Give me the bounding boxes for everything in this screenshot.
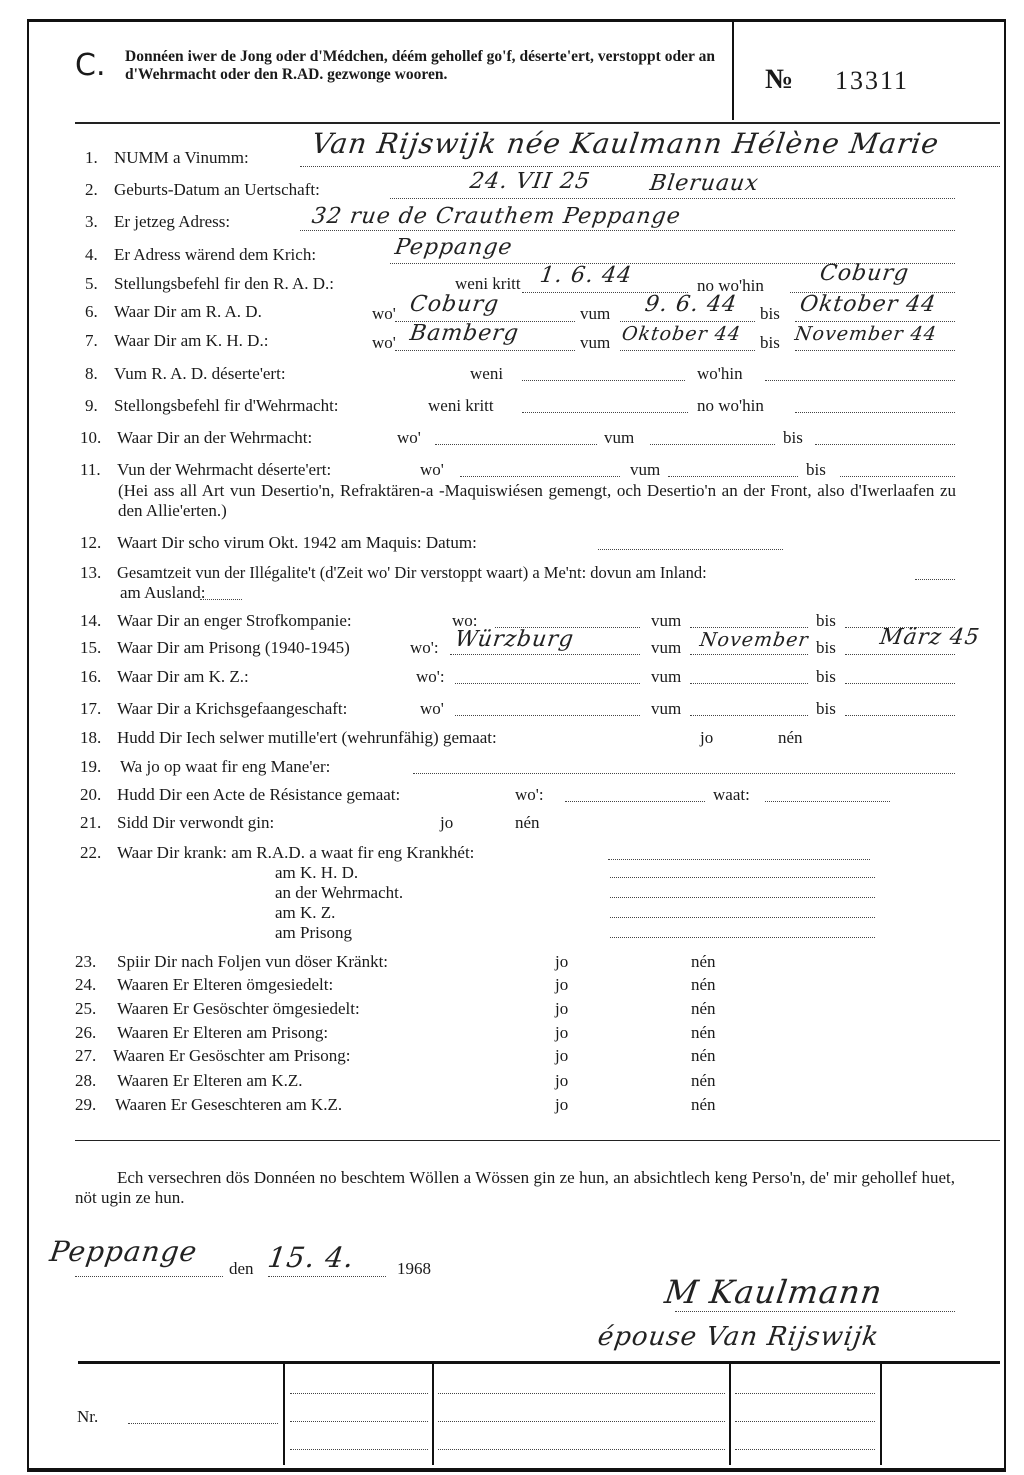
dotted-line — [795, 412, 955, 413]
field-label-punishment-company: Waar Dir an enger Strofkompanie: — [117, 611, 352, 630]
field-label-khd: Waar Dir am K. H. D.: — [114, 331, 269, 350]
name-value[interactable]: Van Rijswijk née Kaulmann Hélène Marie — [309, 127, 942, 160]
dotted-line — [650, 444, 775, 445]
field-label-parents-resettled: Waaren Er Elteren ömgesiedelt: — [117, 975, 334, 994]
field-label-sick: Waar Dir krank: am R.A.D. a waat fir eng Krankhét: — [117, 843, 475, 862]
rad-order-date[interactable]: 1. 6. 44 — [538, 263, 634, 288]
field-number: 13. — [80, 563, 102, 582]
dotted-line — [460, 476, 620, 477]
field-label-parents-prison: Waaren Er Elteren am Prisong: — [117, 1023, 329, 1042]
field-number: 26. — [75, 1023, 97, 1042]
prison-from[interactable]: November — [698, 629, 811, 651]
where-label: wo: — [452, 611, 478, 630]
option-yes[interactable]: jo — [700, 728, 714, 747]
dotted-line — [795, 350, 955, 351]
dotted-line — [668, 476, 798, 477]
sick-sub-label: an der Wehrmacht. — [275, 883, 404, 902]
field-number: 8. — [85, 364, 98, 383]
signing-year: 1968 — [397, 1259, 431, 1278]
header-divider — [732, 20, 734, 120]
dotted-line — [522, 412, 688, 413]
rad-order-place[interactable]: Coburg — [818, 261, 911, 286]
field-label-resistance: Hudd Dir een Acte de Résistance gemaat: — [117, 785, 401, 804]
section-letter: C. — [75, 48, 106, 83]
field-label-maquis: Waart Dir scho virum Okt. 1942 am Maquis: Datum: — [117, 533, 477, 552]
field-number: 5. — [85, 274, 98, 293]
dotted-line — [450, 654, 640, 655]
field-number: 14. — [80, 611, 102, 630]
field-number: 2. — [85, 180, 98, 199]
nr-label: Nr. — [77, 1407, 99, 1426]
field-label-war-address: Er Adress wärend dem Krich: — [114, 245, 317, 264]
option-no[interactable]: nén — [691, 952, 716, 971]
when-label: weni kritt — [455, 274, 521, 293]
field-label-rad-order: Stellungsbefehl fir den R. A. D.: — [114, 274, 335, 293]
option-yes[interactable]: jo — [440, 813, 454, 832]
what-label: waat: — [713, 785, 750, 804]
khd-place[interactable]: Bamberg — [408, 321, 521, 346]
from-label: vum — [651, 638, 682, 657]
field-label-self-mutilation: Hudd Dir Iech selwer mutille'ert (wehrunfähig) gemaat: — [117, 728, 497, 747]
where-label: wo' — [372, 304, 396, 323]
dotted-line — [413, 773, 955, 774]
field-label-siblings-kz: Waaren Er Geseschteren am K.Z. — [115, 1095, 343, 1114]
table-divider — [880, 1363, 882, 1465]
dotted-line — [610, 877, 875, 878]
where-label: wo' — [397, 428, 421, 447]
dotted-line — [438, 1393, 725, 1394]
option-no[interactable]: nén — [778, 728, 803, 747]
field-number: 16. — [80, 667, 102, 686]
dotted-line — [620, 350, 755, 351]
dotted-line — [75, 1276, 223, 1277]
sick-sub-label: am Prisong — [275, 923, 352, 942]
option-no[interactable]: nén — [691, 1095, 716, 1114]
option-yes[interactable]: jo — [555, 999, 569, 1018]
field-label-after-effects: Spiir Dir nach Foljen vun döser Kränkt: — [117, 952, 389, 971]
to-label: bis — [816, 667, 836, 686]
dotted-line — [845, 654, 955, 655]
to-label: bis — [783, 428, 803, 447]
option-yes[interactable]: jo — [555, 1023, 569, 1042]
dotted-line — [610, 937, 875, 938]
rad-from[interactable]: 9. 6. 44 — [643, 292, 739, 317]
desertion-note: (Hei ass all Art vun Desertio'n, Refraktären-a -Maquiswiésen gemengt, och Desertio'n an der Front, also d'Iwerlaafen zu den Allie'erten.) — [118, 481, 956, 520]
field-label-rad-deserted: Vum R. A. D. déserte'ert: — [114, 364, 286, 383]
field-label-wounded: Sidd Dir verwondt gin: — [117, 813, 275, 832]
dotted-line — [438, 1421, 725, 1422]
dotted-line — [845, 715, 955, 716]
rad-to[interactable]: Oktober 44 — [798, 292, 938, 317]
to-label: bis — [760, 333, 780, 352]
option-no[interactable]: nén — [691, 975, 716, 994]
signature: M Kaulmann — [662, 1273, 886, 1311]
where-label: wo': — [515, 785, 544, 804]
field-number: 10. — [80, 428, 102, 447]
dotted-line — [610, 917, 875, 918]
dotted-line — [690, 715, 808, 716]
field-label-wehrmacht-deserted: Vun der Wehrmacht déserte'ert: — [117, 460, 332, 479]
option-no[interactable]: nén — [691, 1023, 716, 1042]
field-label-name: NUMM a Vinumm: — [114, 148, 249, 167]
field-label-rad: Waar Dir am R. A. D. — [114, 302, 262, 321]
dotted-line — [735, 1393, 875, 1394]
dotted-line — [435, 444, 597, 445]
field-number: 21. — [80, 813, 102, 832]
declaration-text: Ech versechren dös Donnéen no beschtem Wöllen a Wössen gin ze hun, an absichtlech keng Perso'n, de' mir gehollef huet, nöt ugin ze hun. — [75, 1168, 955, 1207]
dotted-line — [290, 1393, 428, 1394]
from-label: vum — [604, 428, 635, 447]
sick-sub-label: am K. Z. — [275, 903, 336, 922]
field-number: 17. — [80, 699, 102, 718]
field-label-kz: Waar Dir am K. Z.: — [117, 667, 249, 686]
dotted-line — [300, 166, 1000, 167]
where-label: wo': — [416, 667, 445, 686]
option-no[interactable]: nén — [691, 1071, 716, 1090]
dotted-line — [690, 683, 808, 684]
dotted-line — [455, 683, 640, 684]
birth-date-value[interactable]: 24. VII 25 — [468, 169, 593, 194]
abroad-label: am Ausland: — [120, 583, 206, 602]
signature-line2: épouse Van Rijswijk — [595, 1322, 882, 1352]
to-label: bis — [760, 304, 780, 323]
where-label: wo' — [420, 699, 444, 718]
table-divider — [432, 1363, 434, 1465]
dotted-line — [690, 654, 808, 655]
dotted-line — [610, 897, 875, 898]
section-rule — [75, 1140, 1000, 1141]
where-label: no wo'hin — [697, 396, 764, 415]
from-label: vum — [651, 699, 682, 718]
where-label: wo' — [420, 460, 444, 479]
dotted-line — [390, 198, 955, 199]
dotted-line — [815, 444, 955, 445]
dotted-line — [455, 715, 640, 716]
dotted-line — [765, 801, 890, 802]
option-no[interactable]: nén — [691, 999, 716, 1018]
table-divider — [283, 1363, 285, 1465]
option-yes[interactable]: jo — [555, 1071, 569, 1090]
where-label: no wo'hin — [697, 276, 764, 295]
signing-place[interactable]: Peppange — [47, 1235, 200, 1268]
field-number: 25. — [75, 999, 97, 1018]
from-label: vum — [651, 667, 682, 686]
dotted-line — [290, 1449, 428, 1450]
dotted-line — [915, 579, 955, 580]
when-label: weni — [470, 364, 504, 383]
war-address-value[interactable]: Peppange — [393, 235, 515, 260]
from-label: vum — [651, 611, 682, 630]
dotted-line — [200, 599, 242, 600]
where-label: wo' — [372, 333, 396, 352]
field-number: 3. — [85, 212, 98, 231]
dotted-line — [675, 1311, 955, 1312]
field-number: 27. — [75, 1046, 97, 1065]
option-yes[interactable]: jo — [555, 975, 569, 994]
option-yes[interactable]: jo — [555, 1095, 569, 1114]
dotted-line — [300, 230, 955, 231]
where-label: wo': — [410, 638, 439, 657]
rad-place[interactable]: Coburg — [408, 292, 501, 317]
to-label: bis — [816, 611, 836, 630]
when-label: weni kritt — [428, 396, 494, 415]
form-number: 13311 — [835, 66, 910, 95]
den-label: den — [229, 1259, 254, 1278]
field-label-wehrmacht: Waar Dir an der Wehrmacht: — [117, 428, 313, 447]
field-label-siblings-resettled: Waaren Er Gesöschter ömgesiedelt: — [117, 999, 360, 1018]
field-number: 1. — [85, 148, 98, 167]
dotted-line — [735, 1449, 875, 1450]
dotted-line — [290, 1421, 428, 1422]
prison-to[interactable]: März 45 — [878, 625, 982, 650]
field-number: 24. — [75, 975, 97, 994]
dotted-line — [268, 1276, 386, 1277]
form-title: Donnéen iwer de Jong oder d'Médchen, déém gehollef go'f, déserte'ert, verstoppt oder an d'Wehrmacht oder den R.AD. gezwonge wooren. — [125, 48, 715, 83]
dotted-line — [765, 380, 955, 381]
field-label-pow: Waar Dir a Krichsgefaangeschaft: — [117, 699, 348, 718]
field-number: 28. — [75, 1071, 97, 1090]
address-value[interactable]: 32 rue de Crauthem Peppange — [310, 204, 683, 229]
field-label-illegality: Gesamtzeit vun der Illégalite't (d'Zeit wo' Dir verstoppt waart) a Me'nt: dovun am Inland: — [117, 563, 707, 582]
prison-place[interactable]: Würzburg — [453, 627, 576, 652]
sick-sub-label: am K. H. D. — [275, 863, 359, 882]
to-label: bis — [816, 638, 836, 657]
field-number: 22. — [80, 843, 102, 862]
header-rule — [75, 122, 1000, 124]
option-no[interactable]: nén — [515, 813, 540, 832]
to-label: bis — [816, 699, 836, 718]
dotted-line — [840, 476, 955, 477]
dotted-line — [735, 1421, 875, 1422]
field-label-parents-kz: Waaren Er Elteren am K.Z. — [117, 1071, 303, 1090]
field-label-birth: Geburts-Datum an Uertschaft: — [114, 180, 320, 199]
field-label-siblings-prison: Waaren Er Gesöschter am Prisong: — [113, 1046, 351, 1065]
option-yes[interactable]: jo — [555, 1046, 569, 1065]
field-number: 9. — [85, 396, 98, 415]
to-label: bis — [806, 460, 826, 479]
from-label: vum — [580, 304, 611, 323]
field-number: 15. — [80, 638, 102, 657]
field-label-address: Er jetzeg Adress: — [114, 212, 231, 231]
field-number: 29. — [75, 1095, 97, 1114]
from-label: vum — [630, 460, 661, 479]
khd-to[interactable]: November 44 — [793, 323, 939, 345]
field-number: 19. — [80, 757, 102, 776]
birth-place-value[interactable]: Bleruaux — [648, 171, 761, 196]
field-number: 7. — [85, 331, 98, 350]
field-number: 18. — [80, 728, 102, 747]
dotted-line — [438, 1449, 725, 1450]
field-number: 4. — [85, 245, 98, 264]
khd-from[interactable]: Oktober 44 — [620, 323, 743, 345]
dotted-line — [608, 859, 870, 860]
field-label-wehrmacht-order: Stellongsbefehl fir d'Wehrmacht: — [114, 396, 339, 415]
dotted-line — [845, 683, 955, 684]
field-number: 12. — [80, 533, 102, 552]
field-number: 20. — [80, 785, 102, 804]
nr-field[interactable] — [128, 1423, 278, 1424]
field-label-prison: Waar Dir am Prisong (1940-1945) — [117, 638, 350, 657]
number-label: № — [765, 64, 794, 95]
from-label: vum — [580, 333, 611, 352]
signing-date[interactable]: 15. 4. — [265, 1241, 357, 1274]
table-divider — [729, 1363, 731, 1465]
where-label: wo'hin — [697, 364, 743, 383]
dotted-line — [395, 350, 575, 351]
field-label-manner: Wa jo op waat fir eng Mane'er: — [120, 757, 331, 776]
option-no[interactable]: nén — [691, 1046, 716, 1065]
field-number: 11. — [80, 460, 101, 479]
dotted-line — [565, 801, 705, 802]
dotted-line — [522, 380, 685, 381]
dotted-line — [598, 549, 783, 550]
field-number: 6. — [85, 302, 98, 321]
option-yes[interactable]: jo — [555, 952, 569, 971]
field-number: 23. — [75, 952, 97, 971]
table-top-rule — [78, 1361, 1000, 1364]
